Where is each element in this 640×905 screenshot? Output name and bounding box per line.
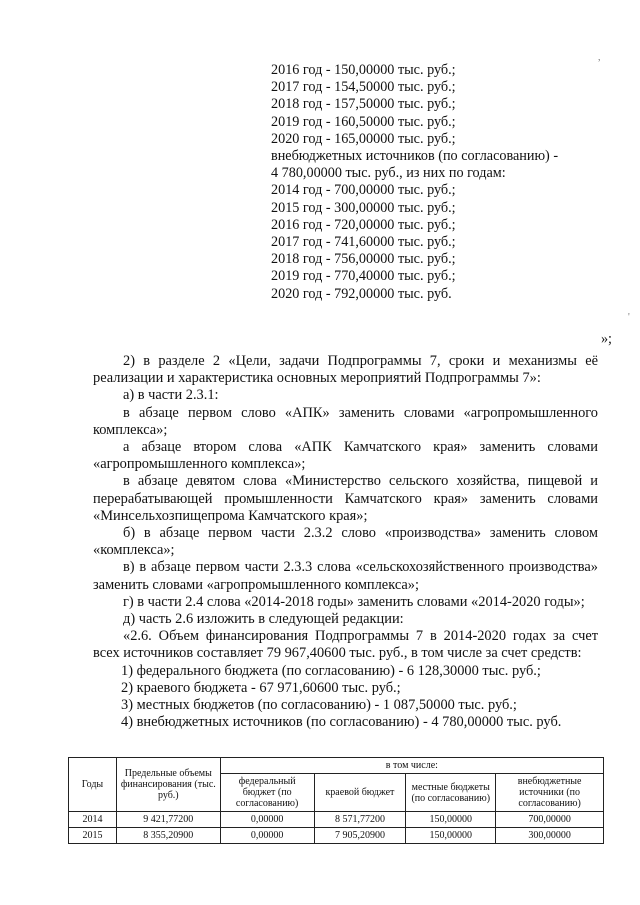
table-cell: 700,00000 <box>496 812 604 828</box>
list-item: 2020 год - 792,00000 тыс. руб. <box>271 285 452 302</box>
table-cell: 8 355,20900 <box>116 828 220 844</box>
list-item: 2020 год - 165,00000 тыс. руб.; <box>271 130 456 147</box>
list-item: 4 780,00000 тыс. руб., из них по годам: <box>271 165 506 182</box>
table-cell: 150,00000 <box>406 812 496 828</box>
table-cell: 150,00000 <box>406 828 496 844</box>
list-item: 2019 год - 770,40000 тыс. руб.; <box>271 268 456 285</box>
table-cell: 8 571,77200 <box>314 812 406 828</box>
table-cell: 2015 <box>69 828 117 844</box>
header-regional: краевой бюджет <box>314 774 406 812</box>
list-item: внебюджетных источников (по согласованию) - <box>271 148 559 165</box>
table-cell: 0,00000 <box>220 812 314 828</box>
funding-source-item: 3) местных бюджетов (по согласованию) - 1 087,50000 тыс. руб.; <box>121 697 517 714</box>
list-item: 2014 год - 700,00000 тыс. руб.; <box>271 182 456 199</box>
paragraph: в) в абзаце первом части 2.3.3 слова «сельскохозяйственного производства» заменить словами «агропромышленного комплекса»; <box>93 559 598 593</box>
funding-table-wrap <box>68 757 604 844</box>
paragraph: г) в части 2.4 слова «2014-2018 годы» заменить словами «2014-2020 годы»; <box>123 593 585 610</box>
list-item: 2016 год - 720,00000 тыс. руб.; <box>271 216 456 233</box>
paragraph: в абзаце первом слово «АПК» заменить словами «агропромышленного комплекса»; <box>93 404 598 438</box>
table-row <box>69 812 604 828</box>
paragraph: а абзаце втором слова «АПК Камчатского края» заменить словами «агропромышленного комплекса»; <box>93 439 598 473</box>
list-item: 2017 год - 154,50000 тыс. руб.; <box>271 79 456 96</box>
table-cell: 2014 <box>69 812 117 828</box>
paragraph: а) в части 2.3.1: <box>123 387 219 404</box>
table-cell: 9 421,77200 <box>116 812 220 828</box>
funding-source-item: 1) федерального бюджета (по согласованию) - 6 128,30000 тыс. руб.; <box>121 662 541 679</box>
list-item: 2018 год - 756,00000 тыс. руб.; <box>271 251 456 268</box>
funding-source-item: 4) внебюджетных источников (по согласованию) - 4 780,00000 тыс. руб. <box>121 714 562 731</box>
paragraph: б) в абзаце первом части 2.3.2 слово «производства» заменить словом «комплекса»; <box>93 525 598 559</box>
list-item: 2019 год - 160,50000 тыс. руб.; <box>271 113 456 130</box>
paragraph: 2) в разделе 2 «Цели, задачи Подпрограммы 7, сроки и механизмы её реализации и характеристика основных мероприятий Подпрограммы 7»: <box>93 353 598 387</box>
table-cell: 300,00000 <box>496 828 604 844</box>
closing-quote-mark: »; <box>600 331 612 347</box>
header-extra: внебюджетные источники (по согласованию) <box>496 774 604 812</box>
scan-mark: ' <box>628 312 630 323</box>
amendment-text <box>93 353 598 731</box>
paragraph: «2.6. Объем финансирования Подпрограммы 7 в 2014-2020 годах за счет всех источников составляет 79 967,40600 тыс. руб., в том числе за счет средств: <box>93 628 598 662</box>
header-total: Предельные объемы финансирования (тыс. руб.) <box>116 758 220 812</box>
table-cell: 7 905,20900 <box>314 828 406 844</box>
header-local: местные бюджеты (по согласованию) <box>406 774 496 812</box>
list-item: 2018 год - 157,50000 тыс. руб.; <box>271 96 456 113</box>
scan-mark: , <box>598 52 601 63</box>
header-group: в том числе: <box>220 758 603 774</box>
list-item: 2015 год - 300,00000 тыс. руб.; <box>271 199 456 216</box>
paragraph: в абзаце девятом слова «Министерство сельского хозяйства, пищевой и перерабатывающей промышленности Камчатского края» заменить словами «Минсельхозпищепрома Камчатского края»; <box>93 473 598 524</box>
header-year: Годы <box>69 758 117 812</box>
funding-table <box>68 757 604 844</box>
list-item: 2016 год - 150,00000 тыс. руб.; <box>271 62 456 78</box>
list-item: 2017 год - 741,60000 тыс. руб.; <box>271 234 456 251</box>
funding-source-item: 2) краевого бюджета - 67 971,60600 тыс. руб.; <box>121 679 401 696</box>
funding-by-year-list <box>271 62 558 303</box>
header-federal: федеральный бюджет (по согласованию) <box>220 774 314 812</box>
table-cell: 0,00000 <box>220 828 314 844</box>
paragraph: д) часть 2.6 изложить в следующей редакции: <box>123 611 404 628</box>
table-row <box>69 828 604 844</box>
